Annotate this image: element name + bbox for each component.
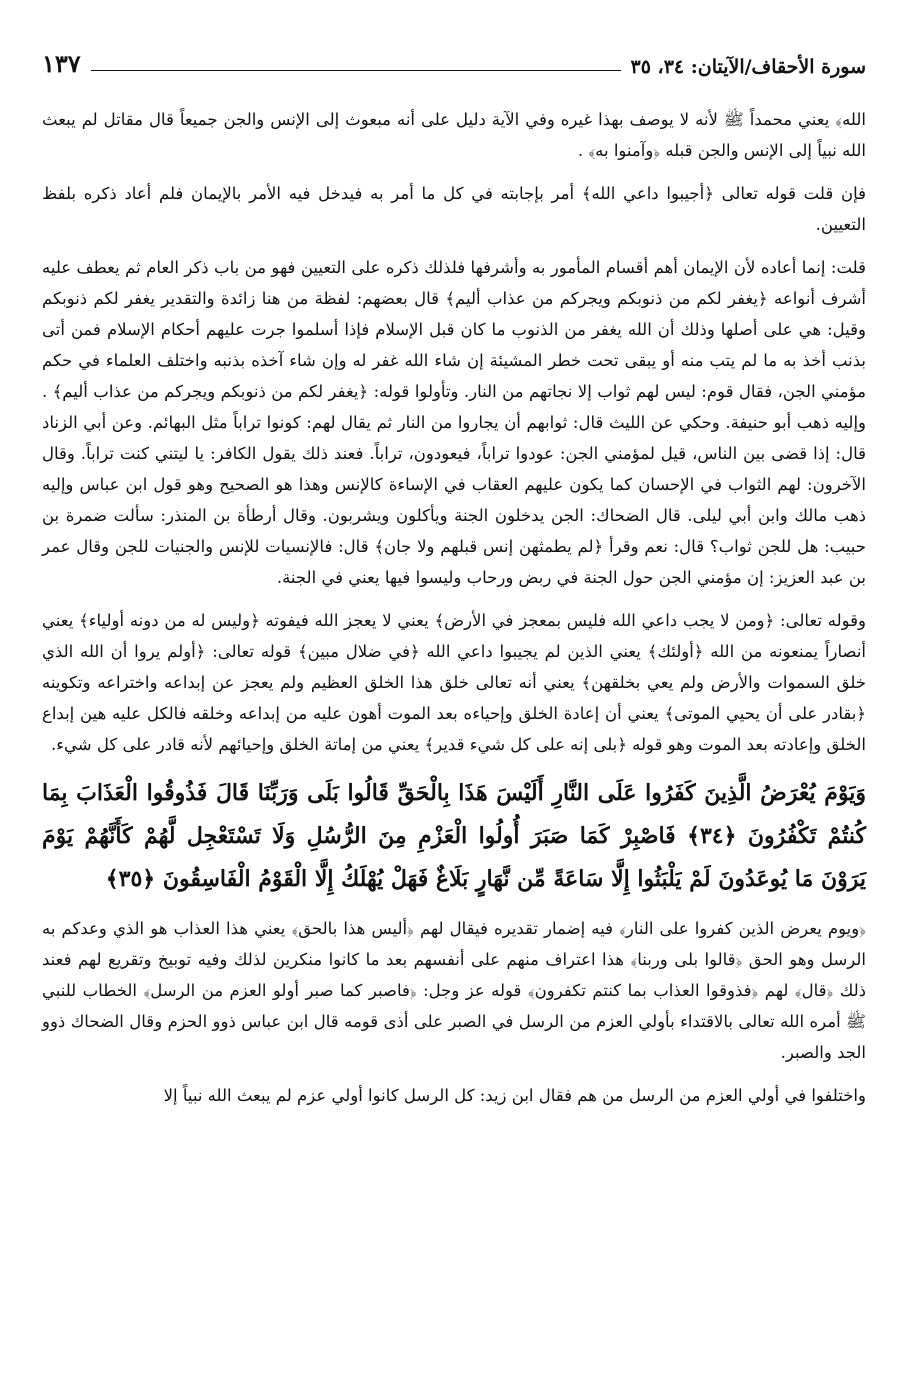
quran-verse-block: وَيَوْمَ يُعْرَضُ الَّذِينَ كَفَرُوا عَلَى النَّارِ أَلَيْسَ هَذَا بِالْحَقِّ قَالُوا بَلَى وَرَبِّنَا قَالَ فَذُوقُوا الْعَذَابَ بِمَا كُنتُمْ تَكْفُرُونَ ﴿٣٤﴾ فَاصْبِرْ كَمَا صَبَرَ أُولُوا الْعَزْمِ مِنَ الرُّسُلِ وَلَا تَسْتَعْجِل لَّهُمْ كَأَنَّهُمْ يَوْمَ يَرَوْنَ مَا يُوعَدُونَ لَمْ يَلْبَثُوا إِلَّا سَاعَةً مِّن نَّهَارٍ بَلَاغٌ فَهَلْ يُهْلَكُ إِلَّا الْقَوْمُ الْفَاسِقُونَ ﴿٣٥﴾ (42, 780, 867, 892)
commentary-paragraph-3: قلت: إنما أعاده لأن الإيمان أهم أقسام المأمور به وأشرفها فلذلك ذكره على التعيين فهو من باب ذكر العام ثم يعطف عليه أشرف أنواعه ﴿يغفر لكم من ذنوبكم ويجركم من عذاب أليم﴾ قال بعضهم: لفظة من هنا زائدة والتقدير يغفر لكم ذنوبكم وقيل: هي على أصلها وذلك أن الله يغفر من الذنوب ما كان قبل الإسلام فإذا أسلموا جرت عليهم أحكام الإسلام فمن أتى بذنب أخذ به ما لم يتب منه أو يبقى تحت خطر المشيئة إن شاء الله غفر له وإن شاء آخذه بذنبه واختلف العلماء في حكم مؤمني الجن، فقال قوم: ليس لهم ثواب إلا نجاتهم من النار. وتأولوا قوله: ﴿يغفر لكم من ذنوبكم ويجركم من عذاب أليم﴾ . وإليه ذهب أبو حنيفة. وحكي عن الليث قال: ثوابهم أن يجاروا من النار ثم يقال لهم: كونوا تراباً مثل البهائم. وعن أبي الزناد قال: إذا قضى بين الناس، قيل لمؤمني الجن: عودوا تراباً، فيعودون، تراباً. فعند ذلك يقول الكافر: يا ليتني كنت تراباً. وقال الآخرون: لهم الثواب في الإحسان كما يكون عليهم العقاب في الإساءة كالإنس وهذا هو الصحيح وهو قول ابن عباس وإليه ذهب مالك وابن أبي ليلى. قال الضحاك: الجن يدخلون الجنة ويأكلون ويشربون. وقال أرطأة بن المنذر: سألت ضمرة بن حبيب: هل للجن ثواب؟ قال: نعم وقرأ ﴿لم يطمثهن إنس قبلهم ولا جان﴾ قال: فالإنسيات للإنس والجنيات للجن وقال عمر بن عبد العزيز: إن مؤمني الجن حول الجنة في ربض ورحاب وليسوا فيها يعني في الجنة. (42, 258, 866, 587)
commentary-paragraph-1: الله﴾ يعني محمداً ﷺ لأنه لا يوصف بهذا غيره وفي الآية دليل على أنه مبعوث إلى الإنس والجن جميعاً قال مقاتل لم يبعث الله نبياً إلى الإنس والجن قبله ﴿وآمنوا به﴾ . (42, 110, 866, 160)
running-header (42, 40, 866, 78)
commentary-paragraph-2: فإن قلت قوله تعالى ﴿أجيبوا داعي الله﴾ أمر بإجابته في كل ما أمر به فيدخل فيه الأمر بالإيمان فلم أعاد ذكره بلفظ التعيين. (42, 184, 866, 234)
commentary-paragraph-5: ﴿ويوم يعرض الذين كفروا على النار﴾ فيه إضمار تقديره فيقال لهم ﴿أليس هذا بالحق﴾ يعني هذا العذاب هو الذي وعدكم به الرسل وهو الحق ﴿قالوا بلى وربنا﴾ هذا اعتراف منهم على أنفسهم بعد ما كانوا منكرين لذلك وفيه توبيخ وتقريع لهم فعند ذلك ﴿قال﴾ لهم ﴿فذوقوا العذاب بما كنتم تكفرون﴾ قوله عز وجل: ﴿فاصبر كما صبر أولو العزم من الرسل﴾ الخطاب للنبي ﷺ أمره الله تعالى بالاقتداء بأولي العزم من الرسل في الصبر على أذى قومه قال ابن عباس ذوو الحزم وقال الضحاك ذوو الجد والصبر. (42, 919, 866, 1062)
header-rule (91, 70, 621, 71)
commentary-paragraph-4: وقوله تعالى: ﴿ومن لا يجب داعي الله فليس بمعجز في الأرض﴾ يعني لا يعجز الله فيفوته ﴿وليس له من دونه أولياء﴾ يعني أنصاراً يمنعونه من الله ﴿أولئك﴾ يعني الذين لم يجيبوا داعي الله ﴿في ضلال مبين﴾ قوله تعالى: ﴿أولم يروا أن الله الذي خلق السموات والأرض ولم يعي بخلقهن﴾ يعني أنه تعالى خلق هذا الخلق العظيم ولم يعجز عن إبداعه واختراعه وتكوينه ﴿بقادر على أن يحيي الموتى﴾ يعني أن إعادة الخلق وإحياءه بعد الموت أهون عليه من إبداعه وخلقه فالكل عليه هين إبداع الخلق وإعادته بعد الموت وهو قوله ﴿بلى إنه على كل شيء قدير﴾ يعني من إماتة الخلق وإحيائهم لأنه قادر على كل شيء. (42, 611, 866, 754)
page-number: ١٣٧ (42, 49, 81, 78)
commentary-paragraph-6: واختلفوا في أولي العزم من الرسل من هم فقال ابن زيد: كل الرسل كانوا أولي عزم لم يبعث الله نبياً إلا (163, 1086, 866, 1105)
surah-title: سورة الأحقاف/الآيتان: ٣٤، ٣٥ (630, 56, 866, 78)
